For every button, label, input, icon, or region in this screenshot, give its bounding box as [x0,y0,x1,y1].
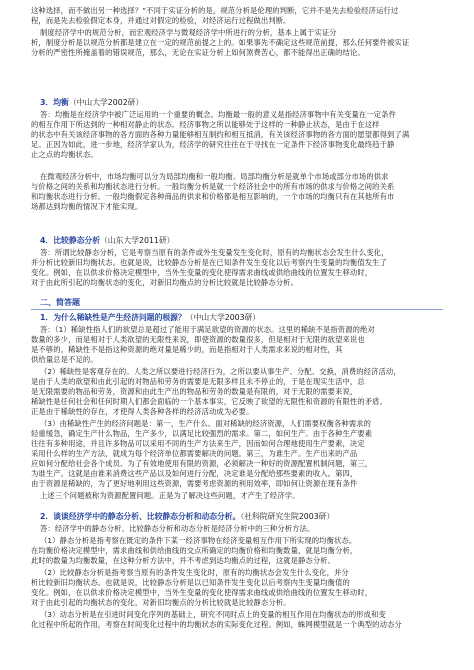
text-line: 对于由此引起的均衡状态的变化，对新旧均衡点的分析比较就是比较静态分析。 [31,598,291,607]
text-line: 场都达到均衡的情况下才能实现。 [31,202,143,211]
text-line: （2）比较静态分析是指考察当原有的条件发生变化时，原有的均衡状态会发生什么变化，并分 [40,568,349,577]
text-line: 变化。例如，在以供求价格决定模型中，当外生变量的变化使得需求曲线或供给曲线的位置发生移动时， [31,588,373,597]
text-line: 与价格之间的关系和均衡状态进行分析。一般均衡分析是就一个经济社会中的所有市场的供求与价格之间的关系 [31,182,395,191]
text-line: 化过程中所起的作用，考察在时间变化过程中的均衡状态的实际变化过程。例如，蛛网模型就是一个典型的动态分 [31,620,402,629]
text-line: 制度经济学中的规范分析，而宏观经济学与微观经济学中所进行的分析，基本上属于实证分 [40,28,337,37]
text-line: 答：（1）稀缺性指人们的欲望总是超过了能用于满足欲望的资源的状态。这里的稀缺不是指资源的绝对 [40,325,375,334]
text-line: 是无限需要的物品和劳务，资源和由此生产出的物品和劳务的数量是有限的，对于无限的需要来说， [31,387,358,396]
heading-text: 2．谈谈经济学中的静态分析、比较静态分析和动态分析。 [40,512,241,521]
text-line: 是不够的。稀缺性不是指这种资源的绝对量是稀少的，而是指相对于人类需求来说的相对性，其 [31,345,343,354]
text-line: 往往有多种用途，并且许多物品可以采用不同的生产方法来生产，因而如何合理地使用生产要素，决定 [31,439,365,448]
section-heading [40,236,443,246]
text-line: 在微观经济分析中，市场均衡可以分为局部均衡和一般均衡。局部均衡分析是就单个市场或部分市场的供求 [40,172,389,181]
text-line: 数量的多少，而是相对于人类欲望的无限性来说，即使资源的数量很多，但是相对于无限的欲望来说也 [31,335,365,344]
text-line: 答：所谓比较静态分析，它是考察当原有的条件或外生变量发生变化时，原有的均衡状态会发生什么变化， [40,248,389,257]
text-line: 由于资源是稀缺的，为了更好地利用这些资源，需要考虑资源的利用效率，即如何让资源在现有条件 [31,479,358,488]
question-heading [40,512,443,522]
text-line: 答：均衡是在经济学中被广泛运用的一个重要的概念。均衡最一般的意义是指经济事物中有关变量在一定条件 [40,110,397,119]
text-line: 析，制度分析是以规范分析都是建立在一定的规范前提之上的。如果事先不确定这些规范前提，那么任何要件被实证 [31,38,410,47]
heading-source: （社科院研究生院2003研） [240,512,335,521]
text-line: （3）由稀缺性产生的经济问题是：第一，生产什么。面对稀缺的经济资源，人们需要权衡各种需求的 [40,419,372,428]
text-line: 并分析比较新旧均衡状态。也就是说，比较静态分析是在已知条件发生变化以后考察内生变量的均衡值发生了 [31,258,388,267]
text-line: 应如何分配给社会各个成员。为了有效地使用有限的资源，必须解决一种好的资源配置机制问题，第三， [31,459,373,468]
text-line: 上述三个问题被称为资源配置问题。正是为了解决这些问题，才产生了经济学。 [40,491,300,500]
text-line: 在均衡价格决定模型中，需求曲线和供给曲线的交点所确定的均衡价格和均衡数量，就是均衡分析， [31,546,358,555]
text-line: 采用什么样的生产方法，就成为每个经济单位都需要解决的问题。第三，为谁生产。生产出来的产品 [31,449,358,458]
text-line: 为谁生产。这就是由谁来消费这些产品以及如何进行分配，决定谁是分配给那些要素的收入。第四， [31,469,358,478]
heading-source: （中山大学2003研） [185,313,261,322]
question-heading [40,313,443,323]
text-line: 的相互作用下所达到的一种相对静止的状态。经济事物之所以能够处于这样的一种静止状态，是由于在这样 [31,120,380,129]
text-line: 分析的严密性所掩盖着的错误规范，那么，无论在实证分析上如何煞费苦心，都不能得出正确的结论。 [31,48,365,57]
text-line: 这种选择，而不做出另一种选择？”不同于实证分析的是，规范分析是伦理的判断，它并不是先去检验经济运行过 [31,6,399,15]
text-line: 正是由于稀缺性的存在，才使得人类各种各样的经济活动成为必要。 [31,407,254,416]
text-line: 程，而是先去检验假定本身，并通过对假定的检验，对经济运行过程做出判断。 [31,16,291,25]
text-line: （2）稀缺性是客观存在的。人类之所以要进行经济行为，之所以要从事生产、分配、交换、消费的经济活动， [40,367,401,376]
text-line: 供给量总是不足的。 [31,355,98,364]
text-line: 足。正因为如此，进一步地，经济学家认为，经济学的研究往往在于寻找在一定条件下经济事物变化最终趋于静 [31,140,395,149]
text-line: （1）静态分析是指考察在既定的条件下某一经济事物在经济变量相互作用下所实现的均衡状态。 [40,536,357,545]
heading-text: 4．比较静态分析 [40,236,101,245]
text-line: 析比较新旧均衡状态。也就是说，比较静态分析是以已知条件发生变化以后考察内生变量均衡值的 [31,578,350,587]
text-line: 轻重缓急，确定生产什么物品，生产多少，以满足比较强烈的需求。第二，如何生产。由于各种生产要素 [31,429,373,438]
part-title: 二、简答题 [40,298,80,307]
divider [31,309,443,310]
heading-source: （中山大学2002研） [68,98,144,107]
text-line: 答：经济学中的静态分析、比较静态分析和动态分析是经济分析中的三种分析方法。 [40,524,315,533]
text-line: 对于由此所引起的均衡状态的变化，对新旧均衡点的分析比较就是比较静态分析。 [31,278,299,287]
text-line: （3）动态分析是在引进时间变化序列的基础上，研究不同时点上的变量的相互作用在均衡状态的形成和变 [40,610,386,619]
text-line: 此时的数量为均衡数量，在这种分析方法中，并不考虑到达均衡点的过程，这就是静态分析。 [31,556,336,565]
text-line: 的状态中有关该经济事物的各方面的各种力量能够相互制约和相互抵消，有关该经济事物的各方面的愿望都得到了满 [31,130,410,139]
section-heading [40,98,443,108]
heading-text: 3．均衡 [40,98,69,107]
heading-source: （山东大学2011研） [100,236,175,245]
text-line: 止之点的均衡状态。 [31,150,98,159]
text-line: 稀缺性是任何社会和任何时期人们都会面临的一个基本事实，它反映了欲望的无限性和资源的有限性的矛盾。 [31,397,388,406]
text-line: 变化。例如，在以供求价格决定模型中，当外生变量的变化使得需求曲线或供给曲线的位置发生移动时， [31,268,373,277]
text-line: 是由于人类的欲望和由此引起的对物品和劳务的需要是无限多样且永不停止的，于是在现实生活中，总 [31,377,365,386]
heading-text: 1．为什么稀缺性是产生经济问题的根源？ [40,313,186,322]
text-line: 和均衡状态进行分析。一般均衡假定各种商品的供求和价格都是相互影响的，一个市场的均衡只有在其他所有市 [31,192,395,201]
